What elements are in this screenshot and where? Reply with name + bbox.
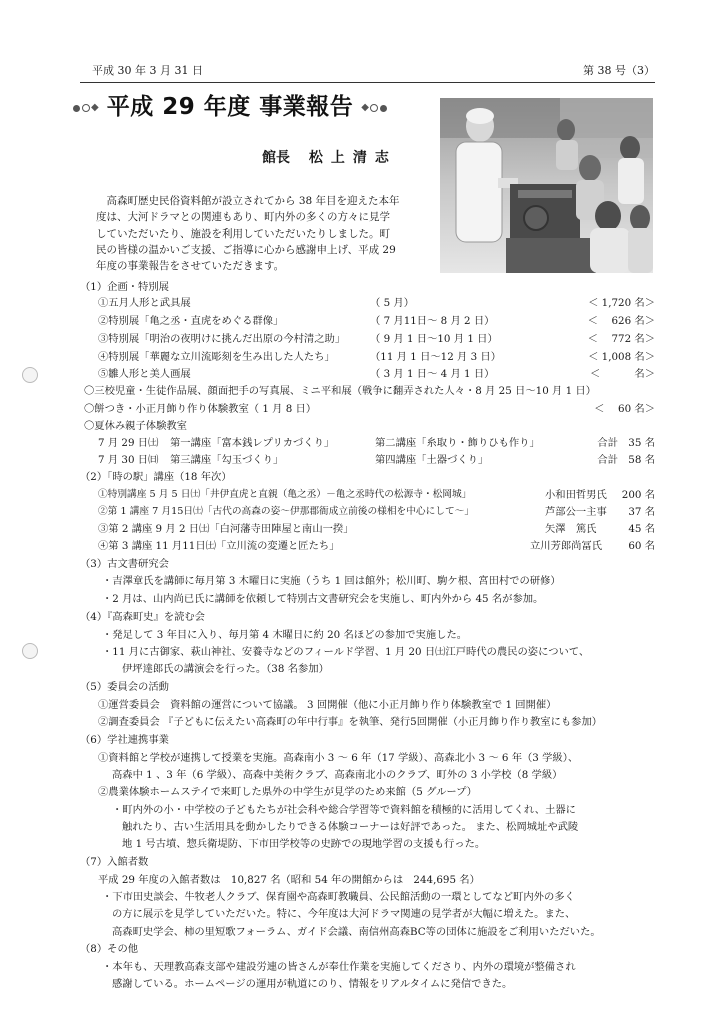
summer-total: 合計 35 名 xyxy=(597,437,655,449)
workshop-photo xyxy=(440,98,653,273)
lecture-speaker: 立川芳郎尚冨氏 xyxy=(530,540,603,552)
summer-course: 第三講座「勾玉づくり」 xyxy=(170,454,284,466)
visitor-total: 平成 29 年度の入館者数は 10,827 名（昭和 54 年の開館からは 244,695 名） xyxy=(98,874,480,886)
exhibit-label: ②特別展「亀之丞・直虎をめぐる群像」 xyxy=(98,315,284,327)
title-row xyxy=(72,92,388,124)
body-line: ②農業体験ホームステイで来町した県外の中学生が見学のため来館（5 グループ） xyxy=(98,786,477,798)
intro-paragraph xyxy=(96,193,416,274)
exhibit-period: （11 月 1 日～12 月 3 日） xyxy=(370,351,502,363)
body-line: 感謝している。ホームページの運用が軌道にのり、情報をリアルタイムに発信できた。 xyxy=(112,978,513,990)
exhibit-period: （ 9 月 1 日～10 月 1 日） xyxy=(370,333,498,345)
lecture-speaker: 小和田哲男氏 xyxy=(545,489,607,501)
body-line: ・2 月は、山内尚已氏に講師を依頼して特別古文書研究会を実施し、町内外から 45 名が参加。 xyxy=(102,593,544,605)
binder-hole xyxy=(22,367,38,383)
summer-date: 7 月 29 日㈯ xyxy=(98,437,159,449)
lecture-count: 200 名 xyxy=(621,489,655,501)
lecture-count: 37 名 xyxy=(628,506,655,518)
intro-line: 民の皆様の温かいご支援、ご指導に心から感謝申上げ、平成 29 xyxy=(96,243,396,256)
body-line: ・11 月に古御家、萩山神社、安養寺などのフィールド学習、1 月 20 日㈯江戸時代の農民の姿について、 xyxy=(102,646,590,658)
section-heading: （3）古文書研究会 xyxy=(80,558,169,570)
summer-date: 7 月 30 日㈰ xyxy=(98,454,159,466)
exhibit-label: ④特別展「華麗な立川流彫刻を生み出した人たち」 xyxy=(98,351,335,363)
event-count: ＜ 60 名＞ xyxy=(594,403,655,415)
exhibit-label: ①五月人形と武具展 xyxy=(98,297,191,309)
body-line: 触れたり、古い生活用具を動かしたりできる体験コーナーは好評であった。 また、松岡城址や武陵 xyxy=(122,821,579,833)
lecture-speaker: 芦部公一主事 xyxy=(545,506,607,518)
intro-line: 高森町歴史民俗資料館が設立されてから 38 年目を迎えた本年 xyxy=(106,195,400,207)
page-title: 平成 29 年度 事業報告 xyxy=(106,94,354,121)
exhibit-count: ＜ 1,008 名＞ xyxy=(588,351,655,363)
body-line: ・発足して 3 年目に入り、毎月第 4 木曜日に約 20 名ほどの参加で実施した。 xyxy=(102,629,468,641)
author-name: 松上清志 xyxy=(308,150,397,166)
lecture-count: 45 名 xyxy=(628,523,655,535)
section-heading: （2）「時の駅」講座（18 年次） xyxy=(80,471,232,483)
body-line: 高森中 1 、3 年（6 学級）、高森中美術クラブ、高森南北小のクラブ、町外の 3 小学校（8 学級） xyxy=(112,769,563,781)
exhibit-label: ③特別展「明治の夜明けに挑んだ出原の今村清之助」 xyxy=(98,333,346,345)
issue-date: 平成 30 年 3 月 31 日 xyxy=(92,64,203,77)
author-role: 館長 xyxy=(262,150,290,166)
author-line xyxy=(262,150,397,167)
section-heading: （6）学社連携事業 xyxy=(80,734,169,746)
exhibit-period: （ 3 月 1 日～ 4 月 1 日） xyxy=(370,368,495,380)
body-line: 地 1 号古墳、惣兵衛堤防、下市田学校等の史跡での現地学習の支援も行った。 xyxy=(122,838,486,850)
exhibit-period: （ 7 月11日～ 8 月 2 日） xyxy=(370,315,495,327)
body-line: ①資料館と学校が連携して授業を実施。高森南小 3 ～ 6 年（17 学級）、高森北小 3 ～ 6 年（3 学級）、 xyxy=(98,752,579,764)
body-line: ①運営委員会 資料館の運営について協議。 3 回開催（他に小正月飾り作り体験教室で 1 回開催） xyxy=(98,699,557,711)
body-line: 伊坪達郎氏の講演会を行った。（38 名参加） xyxy=(122,663,329,675)
intro-line: 年度の事業報告をさせていただきます。 xyxy=(96,260,285,273)
lecture-title: ③第 2 講座 9 月 2 日㈯「白河藩寺田陣屋と南山一揆」 xyxy=(98,523,354,535)
title-ornament-left: ◆ xyxy=(72,102,99,114)
body-line: ・本年も、天理教高森支部や建設労連の皆さんが奉仕作業を実施してくださり、内外の環境が整備され xyxy=(102,961,576,973)
title-ornament-right: ◆ xyxy=(361,102,388,114)
lecture-title: ②第 1 講座 7 月15日㈯「古代の高森の姿～伊那郡衙成立前後の様相を中心にして～」 xyxy=(98,506,475,517)
body-line: の方に展示を見学していただいた。特に、今年度は大河ドラマ関連の見学者が大幅に増えた。また、 xyxy=(112,908,576,920)
intro-line: していただいたり、施設を利用していただいたりしました。町 xyxy=(96,227,390,240)
section-heading: （5）委員会の活動 xyxy=(80,681,169,693)
issue-number: 第 38 号（3） xyxy=(583,64,655,77)
summer-course: 第一講座「富本銭レプリカづくり」 xyxy=(170,437,335,449)
lecture-title: ①特別講座 5 月 5 日㈯「井伊直虎と直親（亀之丞）－亀之丞時代の松源寺・松岡城」 xyxy=(98,489,472,500)
exhibit-count: ＜ 626 名＞ xyxy=(587,315,655,327)
intro-line: 度は、大河ドラマとの関連もあり、町内外の多くの方々に見学 xyxy=(96,211,390,224)
lecture-speaker: 矢澤 篤氏 xyxy=(545,523,597,535)
exhibit-count: ＜ 772 名＞ xyxy=(587,333,655,345)
summer-total: 合計 58 名 xyxy=(597,454,655,466)
section-heading: （1）企画・特別展 xyxy=(80,281,169,293)
lecture-count: 60 名 xyxy=(628,540,655,552)
summer-course: 第四講座「土器づくり」 xyxy=(375,454,489,466)
other-event: 〇餅つき・小正月飾り作り体験教室（ 1 月 8 日） xyxy=(84,403,317,415)
exhibit-count: ＜ 名＞ xyxy=(589,368,655,380)
exhibit-label: ⑤雛人形と美人画展 xyxy=(98,368,191,380)
summer-course: 第二講座「糸取り・飾りひも作り」 xyxy=(375,437,540,449)
lecture-title: ④第 3 講座 11 月11日㈯「立川流の変遷と匠たち」 xyxy=(98,540,340,552)
header-rule xyxy=(80,82,655,83)
binder-hole xyxy=(22,643,38,659)
body-line: ・吉澤章氏を講師に毎月第 3 木曜日に実施（うち 1 回は館外；松川町、駒ケ根、宮田村での研修） xyxy=(102,575,561,587)
section-heading: （7）入館者数 xyxy=(80,856,149,868)
body-line: ・下市田史談会、牛牧老人クラブ、保育園や高森町教職員、公民館活動の一環としてなど町内外の多く xyxy=(102,891,575,903)
exhibit-count: ＜ 1,720 名＞ xyxy=(588,297,655,309)
exhibit-period: （ 5 月） xyxy=(370,297,414,309)
section-heading: （4）『高森町史』を読む会 xyxy=(80,611,205,623)
body-line: ②調査委員会 『子どもに伝えたい高森町の年中行事』を執筆、発行5回開催（小正月飾り作り教室にも参加） xyxy=(98,716,603,728)
other-event: 〇夏休み親子体験教室 xyxy=(84,420,187,432)
body-line: 高森町史学会、柿の里短歌フォーラム、ガイド会議、南信州高森BC等の団体に施設をご利用いただいた。 xyxy=(112,926,601,938)
section-heading: （8）その他 xyxy=(80,943,139,955)
other-event: 〇三校児童・生徒作品展、顔面把手の写真展、ミニ平和展（戦争に翻弄された人々・8 月 25 日～10 月 1 日） xyxy=(84,385,597,397)
body-line: ・町内外の小・中学校の子どもたちが社会科や総合学習等で資料館を積極的に活用してくれ、土器に xyxy=(112,804,576,816)
photo-image xyxy=(440,98,653,273)
